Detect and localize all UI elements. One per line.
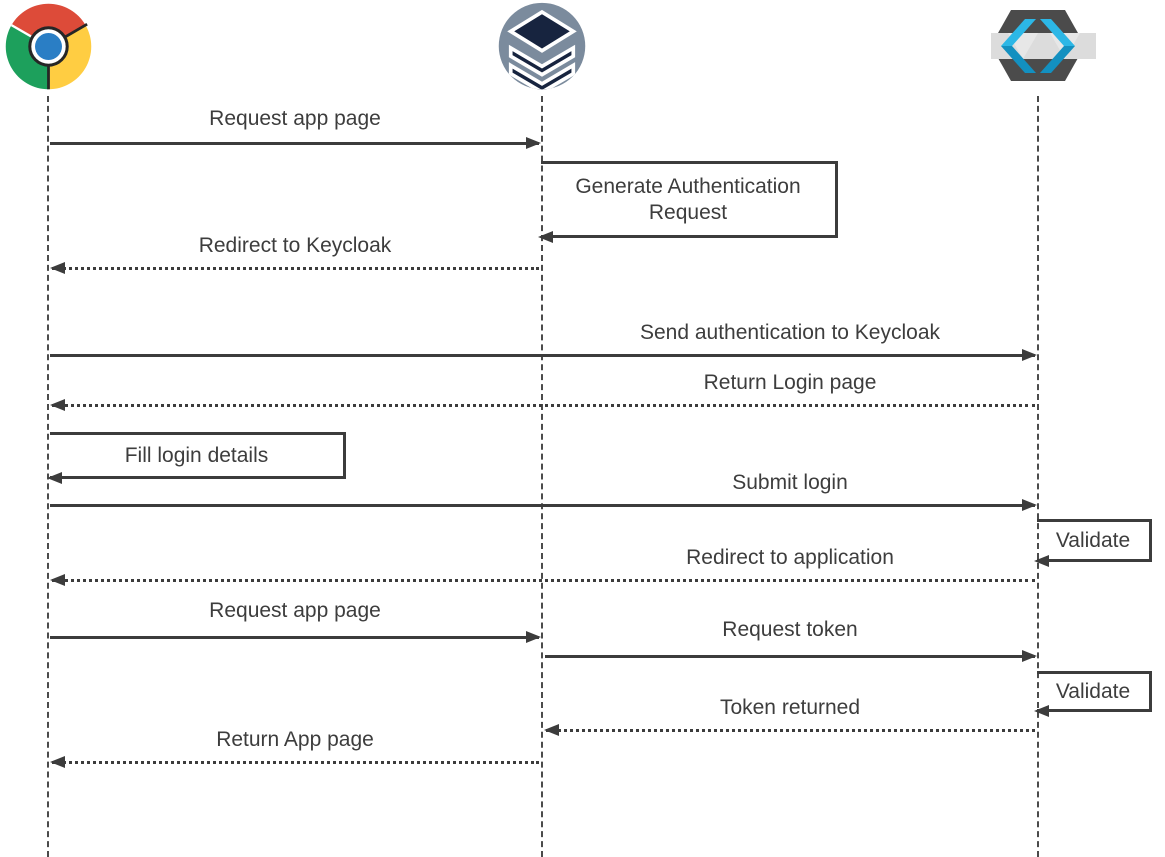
message-label: Request app page [209, 599, 381, 622]
message-label: Return App page [216, 728, 374, 751]
message-arrow [52, 761, 539, 764]
message-label: Request app page [209, 107, 381, 130]
self-message-box [1037, 671, 1152, 712]
lifeline-keycloak [1037, 96, 1039, 857]
message-label: Token returned [719, 696, 861, 719]
message-arrow [545, 655, 1035, 658]
chrome-browser-icon [2, 0, 95, 98]
message-label: Generate Authentication Request [575, 174, 801, 224]
message-arrow [52, 267, 539, 270]
self-message-box [541, 161, 838, 238]
message-label: Send authentication to Keycloak [639, 321, 941, 344]
message-label: Redirect to application [686, 546, 894, 569]
app-layers-icon [496, 1, 588, 98]
message-label: Validate [1055, 528, 1131, 552]
message-label: Redirect to Keycloak [198, 234, 392, 257]
message-arrow [52, 579, 1035, 582]
message-arrow [546, 729, 1035, 732]
message-arrow [50, 636, 539, 639]
message-arrow [50, 354, 1035, 357]
self-message-box [50, 432, 346, 479]
message-label: Submit login [732, 471, 848, 494]
message-label: Validate [1055, 679, 1131, 703]
message-label: Fill login details [124, 443, 269, 467]
message-arrow [50, 504, 1035, 507]
message-arrow [52, 404, 1035, 407]
keycloak-icon [988, 3, 1096, 93]
message-arrow [50, 142, 539, 145]
message-label: Return Login page [703, 371, 877, 394]
self-message-box [1037, 519, 1152, 562]
message-label: Request token [722, 618, 858, 641]
